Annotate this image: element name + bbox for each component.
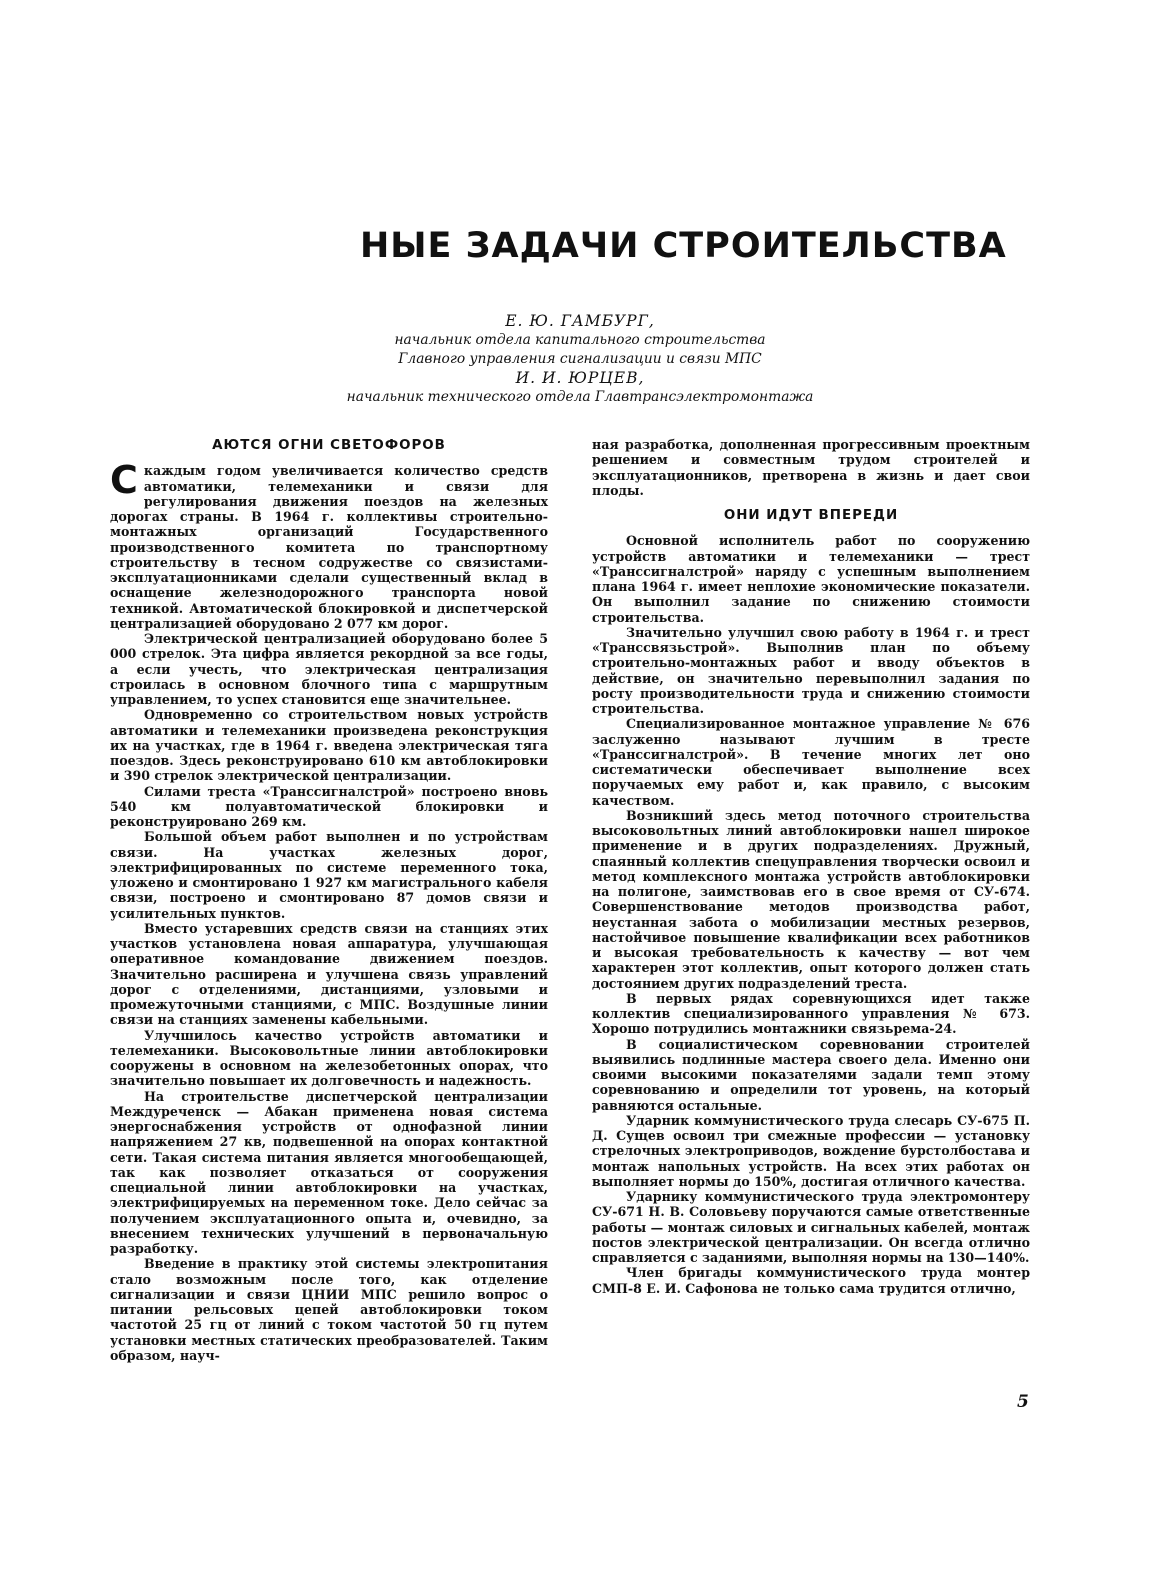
paragraph: Основной исполнитель работ по сооружению устройств автоматики и телемеханики — трест «Транссигналстрой» наряду с успешным выполнением плана 1964 г. имеет неплохие экономические показатели. Он выполнил задание по снижению стоимости строительства. <box>592 533 1030 625</box>
paragraph: Силами треста «Транссигналстрой» построено вновь 540 км полуавтоматической блокировки и реконструировано 269 км. <box>110 783 548 829</box>
author-position: начальник технического отдела Главтрансэлектромонтажа <box>346 389 814 405</box>
author-block <box>300 312 860 407</box>
paragraph: Введение в практику этой системы электропитания стало возможным после того, как отделение сигнализации и связи ЦНИИ МПС решило вопрос о питании рельсовых цепей автоблокировки током частотой 25 гц от линий с током частотой 50 гц путем установки местных статических преобразователей. Таким образом, науч- <box>110 1256 548 1363</box>
paragraph: Возникший здесь метод поточного строительства высоковольтных линий автоблокировки нашел широкое применение и в других подразделениях. Дружный, спаянный коллектив спецуправления творчески освоил и метод комплексного монтажа устройств автоблокировки на полигоне, заимствовав его в свое время от СУ-674. Совершенствование методов производства работ, неустанная забота о мобилизации местных резервов, настойчивое повышение квалификации всех работников и высокая требовательность к качеству — вот чем характерен этот коллектив, опыт которого должен стать достоянием других подразделений треста. <box>592 807 1030 991</box>
author-name: И. И. ЮРЦЕВ, <box>515 369 645 387</box>
paragraph: Вместо устаревших средств связи на станциях этих участков установлена новая аппаратура, улучшающая оперативное командование движением поездов. Значительно расширена и улучшена связь управлений дорог с отделениями, дистанциями, узловыми и промежуточными станциями, с МПС. Воздушные линии связи на станциях заменены кабельными. <box>110 920 548 1028</box>
paragraph: Одновременно со строительством новых устройств автоматики и телемеханики произведена реконструкция их на участках, где в 1964 г. введена электрическая тяга поездов. Здесь реконструировано 610 км автоблокировки и 390 стрелок электрической централизации. <box>110 707 548 784</box>
paragraph: Специализированное монтажное управление № 676 заслуженно называют лучшим в тресте «Транссигналстрой». В течение многих лет оно систематически обеспечивает выполнение всех поручаемых ему работ и, как правило, с высоким качеством. <box>592 716 1030 808</box>
paragraph <box>110 458 548 631</box>
paragraph: На строительстве диспетчерской централизации Междуреченск — Абакан применена новая система энергоснабжения устройств от однофазной линии напряжением 27 кв, подвешенной на опорах контактной сети. Такая система питания является многообещающей, так как позволяет отказаться от сооружения специальной линии автоблокировки на участках, электрифицируемых на переменном токе. Дело сейчас за получением эксплуатационного опыта и, очевидно, за внесением технических улучшений в первоначальную разработку. <box>110 1088 548 1256</box>
paragraph: В первых рядах соревнующихся идет также коллектив специализированного управления № 673. Хорошо потрудились монтажники связьрема-24. <box>592 990 1030 1037</box>
paragraph: Улучшилось качество устройств автоматики и телемеханики. Высоковольтные линии автоблокировки сооружены в основном на железобетонных опорах, что значительно повышает их долговечность и надежность. <box>110 1027 548 1089</box>
author-position: начальник отдела капитального строительства <box>394 332 766 348</box>
drop-cap: С <box>110 458 138 503</box>
paragraph: Значительно улучшил свою работу в 1964 г. и трест «Транссвязьстрой». Выполнив план по объему строительно-монтажных работ и вводу объектов в действие, он значительно перевыполнил задания по росту производительности труда и снижению стоимости строительства. <box>592 624 1030 716</box>
paragraph: Член бригады коммунистического труда монтер СМП-8 Е. И. Сафонова не только сама трудится отлично, <box>592 1265 1030 1296</box>
paragraph: Электрической централизацией оборудовано более 5 000 стрелок. Эта цифра является рекордной за все годы, а если учесть, что электрическая централизация строилась в основном блочного типа с маршрутным управлением, то успех становится еще значительнее. <box>110 631 548 707</box>
section-heading: ОНИ ИДУТ ВПЕРЕДИ <box>723 508 899 523</box>
paragraph: Большой объем работ выполнен и по устройствам связи. На участках железных дорог, электрифицированных по системе переменного тока, уложено и смонтировано 1 927 км магистрального кабеля связи, построено и смонтировано 87 домов связи и усилительных пунктов. <box>110 829 548 921</box>
article-title: НЫЕ ЗАДАЧИ СТРОИТЕЛЬСТВА <box>360 226 1007 266</box>
paragraph: ная разработка, дополненная прогрессивным проектным решением и совместным трудом строителей и эксплуатационников, претворена в жизнь и дает свои плоды. <box>592 437 1030 498</box>
section-heading: АЮТСЯ ОГНИ СВЕТОФОРОВ <box>212 438 446 453</box>
paragraph-text: каждым годом увеличивается количество средств автоматики, телемеханики и связи для регулирования движения поездов на железных дорогах страны. В 1964 г. коллективы строительно-монтажных организаций Государственного производственного комитета по транспортному строительству в тесном содружестве со связистами-эксплуатационниками сделали существенный вклад в оснащение железнодорожного транспорта новой техникой. Автоматической блокировкой и диспетчерской централизацией оборудовано 2 077 км дорог. <box>110 463 548 631</box>
page-number: 5 <box>1017 1392 1029 1412</box>
author-position: Главного управления сигнализации и связи МПС <box>398 351 762 367</box>
author-name: Е. Ю. ГАМБУРГ, <box>505 312 655 330</box>
right-column <box>592 437 1030 1296</box>
left-column <box>110 438 548 1363</box>
paragraph: Ударнику коммунистического труда электромонтеру СУ-671 Н. В. Соловьеву поручаются самые ответственные работы — монтаж силовых и сигнальных кабелей, монтаж постов электрической централизации. Он всегда отлично справляется с заданиями, выполняя нормы на 130—140%. <box>592 1189 1030 1265</box>
paragraph: Ударник коммунистического труда слесарь СУ-675 П. Д. Сущев освоил три смежные профессии — установку стрелочных электроприводов, вождение бурстолбостава и монтаж напольных устройств. На всех этих работах он выполняет нормы до 150%, достигая отличного качества. <box>592 1112 1030 1189</box>
paragraph: В социалистическом соревновании строителей выявились подлинные мастера своего дела. Именно они своими высокими показателями задали темп этому соревнованию и определили тот уровень, на который равняются остальные. <box>592 1036 1030 1113</box>
